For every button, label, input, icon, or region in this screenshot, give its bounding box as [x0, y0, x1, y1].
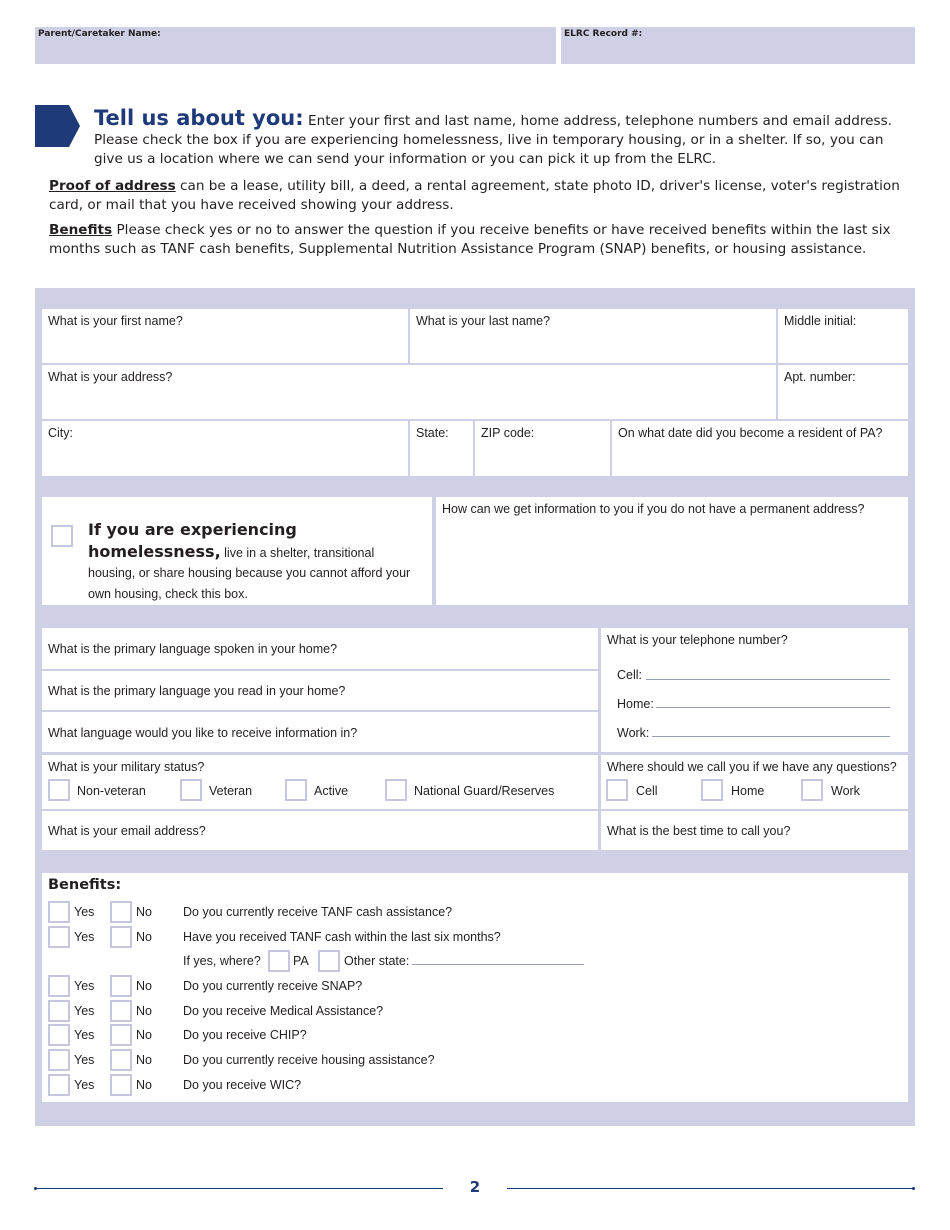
- non-veteran-label: Non-veteran: [77, 784, 146, 798]
- homelessness-bold: If you are experiencing homelessness,: [88, 520, 297, 561]
- snap-yes-checkbox[interactable]: [48, 975, 70, 997]
- non-veteran-checkbox[interactable]: [48, 779, 70, 801]
- benefits-box: [42, 873, 908, 1102]
- homelessness-desc: live in a shelter, transitional housing, or share housing because you cannot afford your own housing, check this box.: [88, 545, 411, 601]
- footer-rule-right: [507, 1188, 914, 1189]
- no-label: No: [136, 930, 152, 944]
- proof-title: Proof of address: [49, 178, 176, 194]
- no-label: No: [136, 1028, 152, 1042]
- spoken-language-label: What is the primary language spoken in your home?: [48, 642, 338, 656]
- no-label: No: [136, 1053, 152, 1067]
- benefit-question: Do you receive CHIP?: [183, 1028, 307, 1042]
- no-label: No: [136, 1004, 152, 1018]
- proof-text: can be a lease, utility bill, a deed, a rental agreement, state photo ID, driver's license, voter's registration card, or mail that you have received showing your address.: [49, 178, 900, 213]
- apt-number-field[interactable]: [778, 365, 908, 419]
- chip-no-checkbox[interactable]: [110, 1024, 132, 1046]
- no-label: No: [136, 1078, 152, 1092]
- work-phone-label: Work:: [617, 726, 650, 740]
- call-home-checkbox[interactable]: [701, 779, 723, 801]
- zip-label: ZIP code:: [481, 426, 535, 440]
- page-number: 2: [469, 1178, 481, 1196]
- city-label: City:: [48, 426, 73, 440]
- call-work-label: Work: [831, 784, 860, 798]
- homelessness-text: [88, 520, 423, 604]
- call-cell-checkbox[interactable]: [606, 779, 628, 801]
- benefits-intro-title: Benefits: [49, 222, 113, 238]
- spoken-language-field[interactable]: [42, 628, 598, 669]
- proof-paragraph: [49, 177, 909, 215]
- work-phone-input[interactable]: [652, 724, 890, 737]
- yes-label: Yes: [74, 930, 95, 944]
- best-time-label: What is the best time to call you?: [607, 824, 791, 838]
- other-state-input[interactable]: [412, 952, 584, 965]
- veteran-label: Veteran: [209, 784, 253, 798]
- benefit-question: Have you received TANF cash within the last six months?: [183, 930, 501, 944]
- resident-date-field[interactable]: [612, 421, 908, 476]
- last-name-label: What is your last name?: [416, 314, 551, 328]
- receive-language-label: What language would you like to receive information in?: [48, 726, 358, 740]
- active-label: Active: [314, 784, 349, 798]
- benefit-question: Do you currently receive housing assistance?: [183, 1053, 435, 1067]
- tanf-current-no-checkbox[interactable]: [110, 901, 132, 923]
- yes-label: Yes: [74, 1028, 95, 1042]
- first-name-field[interactable]: [42, 309, 408, 363]
- other-state-label: Other state:: [344, 954, 410, 968]
- military-status-box: [42, 755, 598, 809]
- pa-label: PA: [293, 954, 309, 968]
- email-label: What is your email address?: [48, 824, 206, 838]
- call-preference-box: [601, 755, 908, 809]
- active-checkbox[interactable]: [285, 779, 307, 801]
- chip-yes-checkbox[interactable]: [48, 1024, 70, 1046]
- benefit-question: Do you receive Medical Assistance?: [183, 1004, 384, 1018]
- elrc-record-label: ELRC Record #:: [564, 29, 643, 39]
- national-guard-checkbox[interactable]: [385, 779, 407, 801]
- no-label: No: [136, 979, 152, 993]
- veteran-checkbox[interactable]: [180, 779, 202, 801]
- benefit-question: Do you currently receive SNAP?: [183, 979, 363, 993]
- middle-initial-label: Middle initial:: [784, 314, 857, 328]
- parent-name-field[interactable]: [35, 27, 556, 64]
- first-name-label: What is your first name?: [48, 314, 183, 328]
- intro-text: Enter your first and last name, home address, telephone numbers and email address. Please check the box if you are experiencing homelessness, live in temporary housing, or in a shelter. If so, you can give us a location where we can send your information or you can pick it up from the ELRC.: [94, 113, 892, 167]
- call-preference-label: Where should we call you if we have any questions?: [607, 760, 897, 774]
- tanf-six-months-no-checkbox[interactable]: [110, 926, 132, 948]
- state-label: State:: [416, 426, 449, 440]
- call-home-label: Home: [731, 784, 765, 798]
- pa-checkbox[interactable]: [268, 950, 290, 972]
- yes-label: Yes: [74, 979, 95, 993]
- zip-field[interactable]: [475, 421, 610, 476]
- address-field[interactable]: [42, 365, 776, 419]
- home-phone-input[interactable]: [656, 695, 890, 708]
- read-language-label: What is the primary language you read in your home?: [48, 684, 346, 698]
- elrc-record-field[interactable]: [561, 27, 915, 64]
- footer-rule-left: [36, 1188, 443, 1189]
- no-permanent-address-field[interactable]: [436, 497, 908, 605]
- yes-label: Yes: [74, 1053, 95, 1067]
- home-phone-label: Home:: [617, 697, 654, 711]
- wic-no-checkbox[interactable]: [110, 1074, 132, 1096]
- no-label: No: [136, 905, 152, 919]
- housing-yes-checkbox[interactable]: [48, 1049, 70, 1071]
- receive-language-field[interactable]: [42, 712, 598, 752]
- yes-label: Yes: [74, 1004, 95, 1018]
- benefits-title: Benefits:: [48, 877, 122, 893]
- best-time-field[interactable]: [601, 811, 908, 850]
- intro-paragraph: [94, 106, 904, 169]
- footer-dot-left: [34, 1187, 37, 1190]
- housing-no-checkbox[interactable]: [110, 1049, 132, 1071]
- email-field[interactable]: [42, 811, 598, 850]
- no-permanent-address-label: How can we get information to you if you do not have a permanent address?: [442, 502, 865, 516]
- yes-label: Yes: [74, 905, 95, 919]
- call-cell-label: Cell: [636, 784, 658, 798]
- medical-assistance-no-checkbox[interactable]: [110, 1000, 132, 1022]
- section-title: Tell us about you:: [94, 106, 304, 130]
- address-label: What is your address?: [48, 370, 173, 384]
- snap-no-checkbox[interactable]: [110, 975, 132, 997]
- other-state-checkbox[interactable]: [318, 950, 340, 972]
- apt-number-label: Apt. number:: [784, 370, 856, 384]
- tanf-six-months-yes-checkbox[interactable]: [48, 926, 70, 948]
- city-field[interactable]: [42, 421, 408, 476]
- call-work-checkbox[interactable]: [801, 779, 823, 801]
- homelessness-checkbox[interactable]: [51, 525, 73, 547]
- benefits-intro-text: Please check yes or no to answer the question if you receive benefits or have received benefits within the last six months such as TANF cash benefits, Supplemental Nutrition Assistance Program (SNAP) benefits, or housing assistance.: [49, 222, 891, 257]
- parent-name-label: Parent/Caretaker Name:: [38, 29, 161, 39]
- last-name-field[interactable]: [410, 309, 776, 363]
- telephone-label: What is your telephone number?: [607, 633, 788, 647]
- yes-label: Yes: [74, 1078, 95, 1092]
- benefits-paragraph: [49, 221, 909, 259]
- military-status-label: What is your military status?: [48, 760, 205, 774]
- national-guard-label: National Guard/Reserves: [414, 784, 555, 798]
- state-field[interactable]: [410, 421, 473, 476]
- resident-date-label: On what date did you become a resident of PA?: [618, 426, 883, 440]
- cell-phone-input[interactable]: [646, 667, 890, 680]
- read-language-field[interactable]: [42, 671, 598, 710]
- footer-dot-right: [912, 1187, 915, 1190]
- benefit-question: Do you currently receive TANF cash assistance?: [183, 905, 453, 919]
- if-yes-label: If yes, where?: [183, 954, 261, 968]
- benefit-question: Do you receive WIC?: [183, 1078, 302, 1092]
- wic-yes-checkbox[interactable]: [48, 1074, 70, 1096]
- middle-initial-field[interactable]: [778, 309, 908, 363]
- tanf-current-yes-checkbox[interactable]: [48, 901, 70, 923]
- section-arrow-icon: [35, 105, 80, 147]
- medical-assistance-yes-checkbox[interactable]: [48, 1000, 70, 1022]
- cell-phone-label: Cell:: [617, 668, 643, 682]
